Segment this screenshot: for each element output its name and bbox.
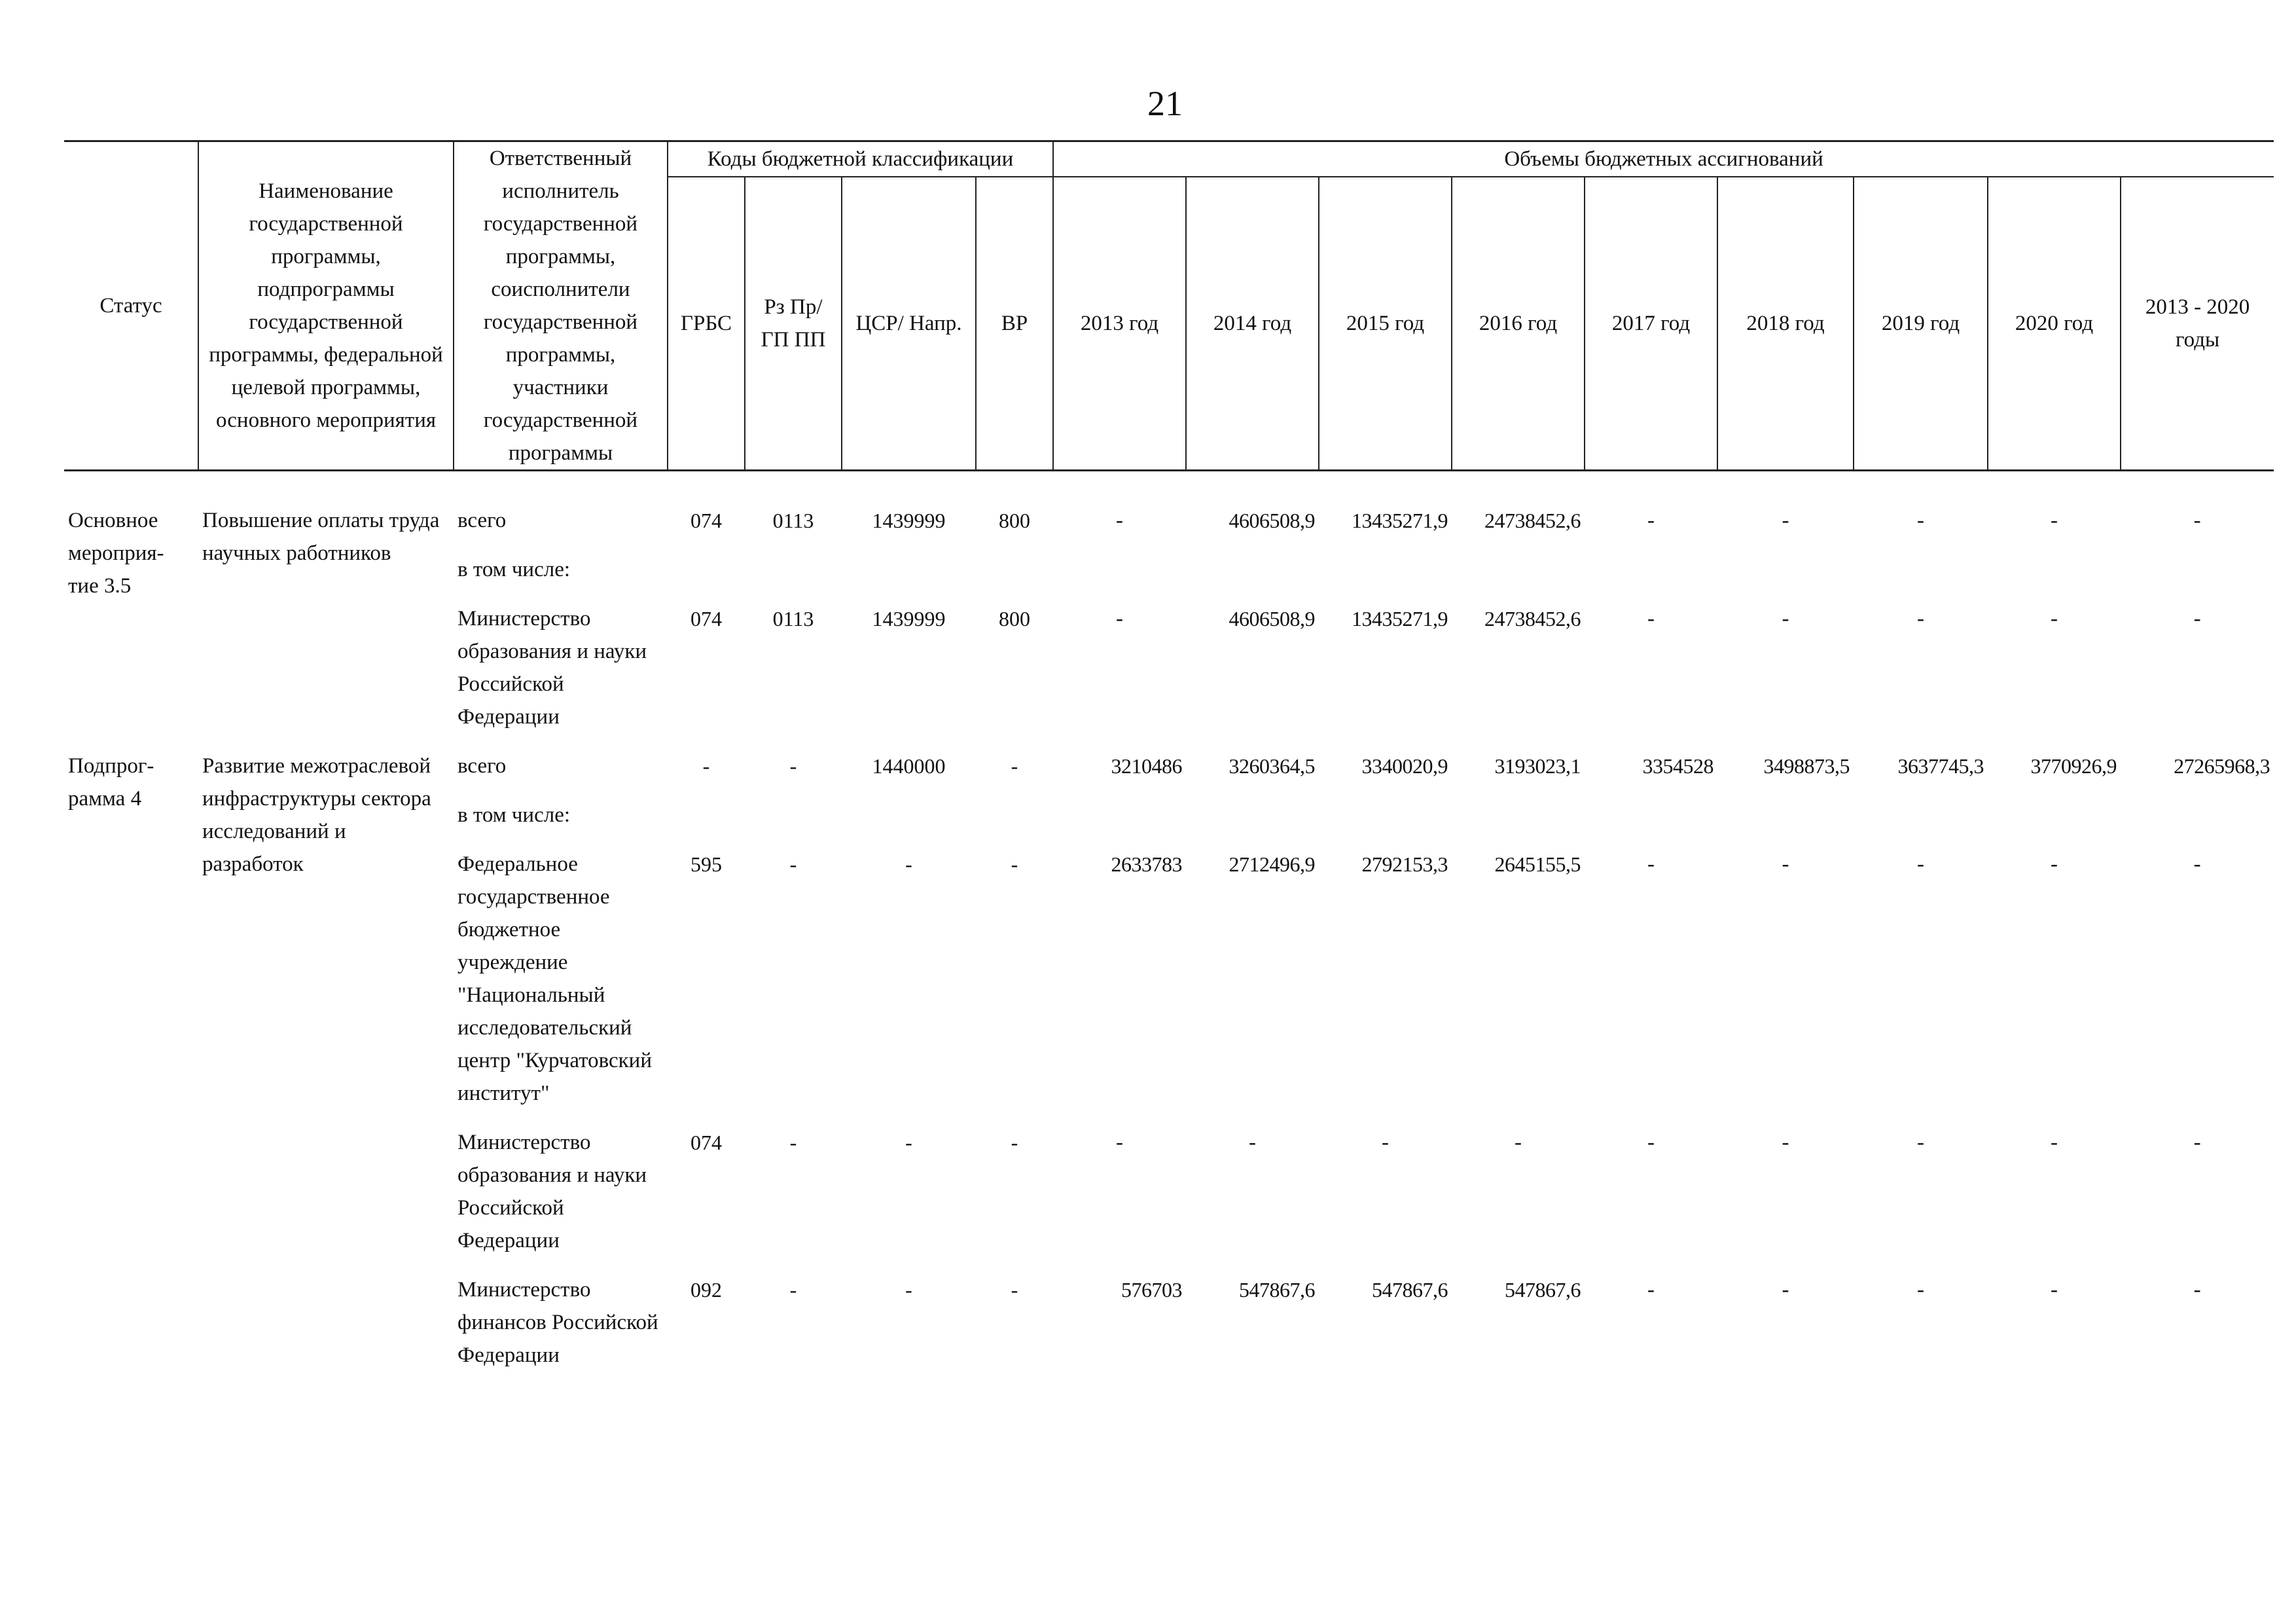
row-value-2013: 576703 — [1121, 1278, 1182, 1302]
row-rz-pr: - — [789, 852, 797, 876]
row-value-2016: 3193023,1 — [1494, 754, 1581, 778]
row-value-2016: 547867,6 — [1505, 1278, 1581, 1302]
row-value-2020: - — [2051, 509, 2058, 532]
row-executor: Министерство образования и науки Российской Федерации — [457, 607, 647, 729]
row-value-2014: 2712496,9 — [1229, 852, 1315, 876]
row-value-2019: 3637745,3 — [1897, 754, 1984, 778]
row-value-2013: 2633783 — [1111, 852, 1182, 876]
header-year-2013: 2013 год — [1053, 177, 1186, 471]
row-executor: Министерство финансов Российской Федерации — [457, 1278, 658, 1367]
row-grbs: 074 — [691, 509, 722, 532]
row-rz-pr: - — [789, 1131, 797, 1154]
row-value-2019: - — [1917, 1278, 1924, 1302]
table-spacer — [64, 471, 2274, 505]
row-value-2015: 3340020,9 — [1361, 754, 1448, 778]
header-budget-codes: Коды бюджетной классификации — [668, 141, 1053, 177]
row-value-total: - — [2193, 1131, 2201, 1154]
row-value-2017: - — [1647, 1278, 1655, 1302]
row-value-2017: - — [1647, 607, 1655, 630]
row-rz-pr: 0113 — [772, 607, 814, 630]
row-value-2020: - — [2051, 852, 2058, 876]
header-total: 2013 - 2020 годы — [2121, 177, 2274, 471]
row-csr: 1440000 — [872, 754, 946, 778]
header-year-2018: 2018 год — [1717, 177, 1854, 471]
row-value-2020: - — [2051, 1131, 2058, 1154]
row-csr: 1439999 — [872, 607, 946, 630]
row-value-2019: - — [1917, 607, 1924, 630]
row-value-2018: - — [1782, 1278, 1789, 1302]
row-value-2015: 13435271,9 — [1352, 509, 1448, 532]
row-csr: - — [905, 852, 912, 876]
row-value-total: - — [2193, 607, 2201, 630]
row-value-2019: - — [1917, 852, 1924, 876]
row-csr: 1439999 — [872, 509, 946, 532]
row-value-2016: 2645155,5 — [1494, 852, 1581, 876]
row-vr: - — [1011, 754, 1018, 778]
row-value-2015: - — [1382, 1131, 1389, 1154]
row-grbs: 595 — [691, 852, 722, 876]
row-value-2013: - — [1116, 607, 1123, 630]
header-year-2016: 2016 год — [1452, 177, 1585, 471]
row-value-2014: 547867,6 — [1239, 1278, 1315, 1302]
row-grbs: 074 — [691, 607, 722, 630]
row-value-2016: 24738452,6 — [1484, 607, 1581, 630]
row-value-2018: - — [1782, 509, 1789, 532]
row-vr: - — [1011, 1131, 1018, 1154]
header-year-2014: 2014 год — [1186, 177, 1319, 471]
row-value-2013: - — [1116, 509, 1123, 532]
row-rz-pr: - — [789, 754, 797, 778]
header-volumes: Объемы бюджетных ассигнований — [1053, 141, 2274, 177]
row-value-2015: 13435271,9 — [1352, 607, 1448, 630]
row-value-2014: - — [1249, 1131, 1256, 1154]
row-value-2013: - — [1116, 1131, 1123, 1154]
row-vr: - — [1011, 1278, 1018, 1302]
row-executor: в том числе: — [457, 803, 571, 827]
row-value-2017: 3354528 — [1642, 754, 1713, 778]
row-value-total: - — [2193, 509, 2201, 532]
table-row — [64, 750, 2274, 799]
row-value-total: - — [2193, 1278, 2201, 1302]
header-status: Статус — [64, 141, 198, 471]
header-year-2020: 2020 год — [1988, 177, 2121, 471]
row-value-2019: - — [1917, 509, 1924, 532]
row-status: Подпрог-рамма 4 — [68, 754, 154, 811]
row-value-2017: - — [1647, 1131, 1655, 1154]
row-status: Основное мероприя-тие 3.5 — [68, 509, 164, 598]
row-value-2020: 3770926,9 — [2030, 754, 2117, 778]
row-value-2019: - — [1917, 1131, 1924, 1154]
row-value-2017: - — [1647, 509, 1655, 532]
row-value-2015: 2792153,3 — [1361, 852, 1448, 876]
row-executor: Федеральное государственное бюджетное учреждение "Национальный исследовательский центр "Курчатовский институт" — [457, 852, 652, 1105]
row-grbs: 092 — [691, 1278, 722, 1302]
row-rz-pr: - — [789, 1278, 797, 1302]
row-executor: Министерство образования и науки Российской Федерации — [457, 1131, 647, 1252]
row-value-2018: - — [1782, 852, 1789, 876]
page-number: 21 — [1147, 84, 1183, 123]
row-value-2018: - — [1782, 1131, 1789, 1154]
row-value-2017: - — [1647, 852, 1655, 876]
row-value-2015: 547867,6 — [1372, 1278, 1448, 1302]
header-year-2017: 2017 год — [1585, 177, 1717, 471]
header-year-2015: 2015 год — [1319, 177, 1452, 471]
budget-allocation-table — [64, 140, 2274, 1388]
row-grbs: - — [702, 754, 710, 778]
row-value-2018: 3498873,5 — [1763, 754, 1850, 778]
row-value-2013: 3210486 — [1111, 754, 1182, 778]
row-value-2014: 4606508,9 — [1229, 509, 1315, 532]
header-program-name: Наименование государственной программы, подпрограммы государственной программы, федеральной целевой программы, основного мероприятия — [198, 141, 454, 471]
row-executor: всего — [457, 754, 507, 778]
header-vr: ВР — [976, 177, 1053, 471]
row-vr: - — [1011, 852, 1018, 876]
header-csr: ЦСР/ Напр. — [842, 177, 976, 471]
row-value-2014: 4606508,9 — [1229, 607, 1315, 630]
row-value-2016: - — [1515, 1131, 1522, 1154]
row-executor: в том числе: — [457, 558, 571, 581]
row-value-total: 27265968,3 — [2174, 754, 2270, 778]
header-responsible: Ответственный исполнитель государственной программы, соисполнители государственной программы, участники государственной программы — [454, 141, 668, 471]
row-program-name: Развитие межотраслевой инфраструктуры сектора исследований и разработок — [202, 754, 431, 876]
table-row — [64, 504, 2274, 553]
row-vr: 800 — [999, 607, 1030, 630]
row-value-2016: 24738452,6 — [1484, 509, 1581, 532]
row-rz-pr: 0113 — [772, 509, 814, 532]
row-csr: - — [905, 1131, 912, 1154]
row-value-total: - — [2193, 852, 2201, 876]
row-executor: всего — [457, 509, 507, 532]
row-grbs: 074 — [691, 1131, 722, 1154]
header-rz-pr: Рз Пр/ ГП ПП — [745, 177, 842, 471]
row-program-name: Повышение оплаты труда научных работников — [202, 509, 440, 565]
row-value-2020: - — [2051, 1278, 2058, 1302]
header-year-2019: 2019 год — [1854, 177, 1988, 471]
row-value-2018: - — [1782, 607, 1789, 630]
header-grbs: ГРБС — [668, 177, 745, 471]
row-vr: 800 — [999, 509, 1030, 532]
row-csr: - — [905, 1278, 912, 1302]
row-value-2020: - — [2051, 607, 2058, 630]
row-value-2014: 3260364,5 — [1229, 754, 1315, 778]
